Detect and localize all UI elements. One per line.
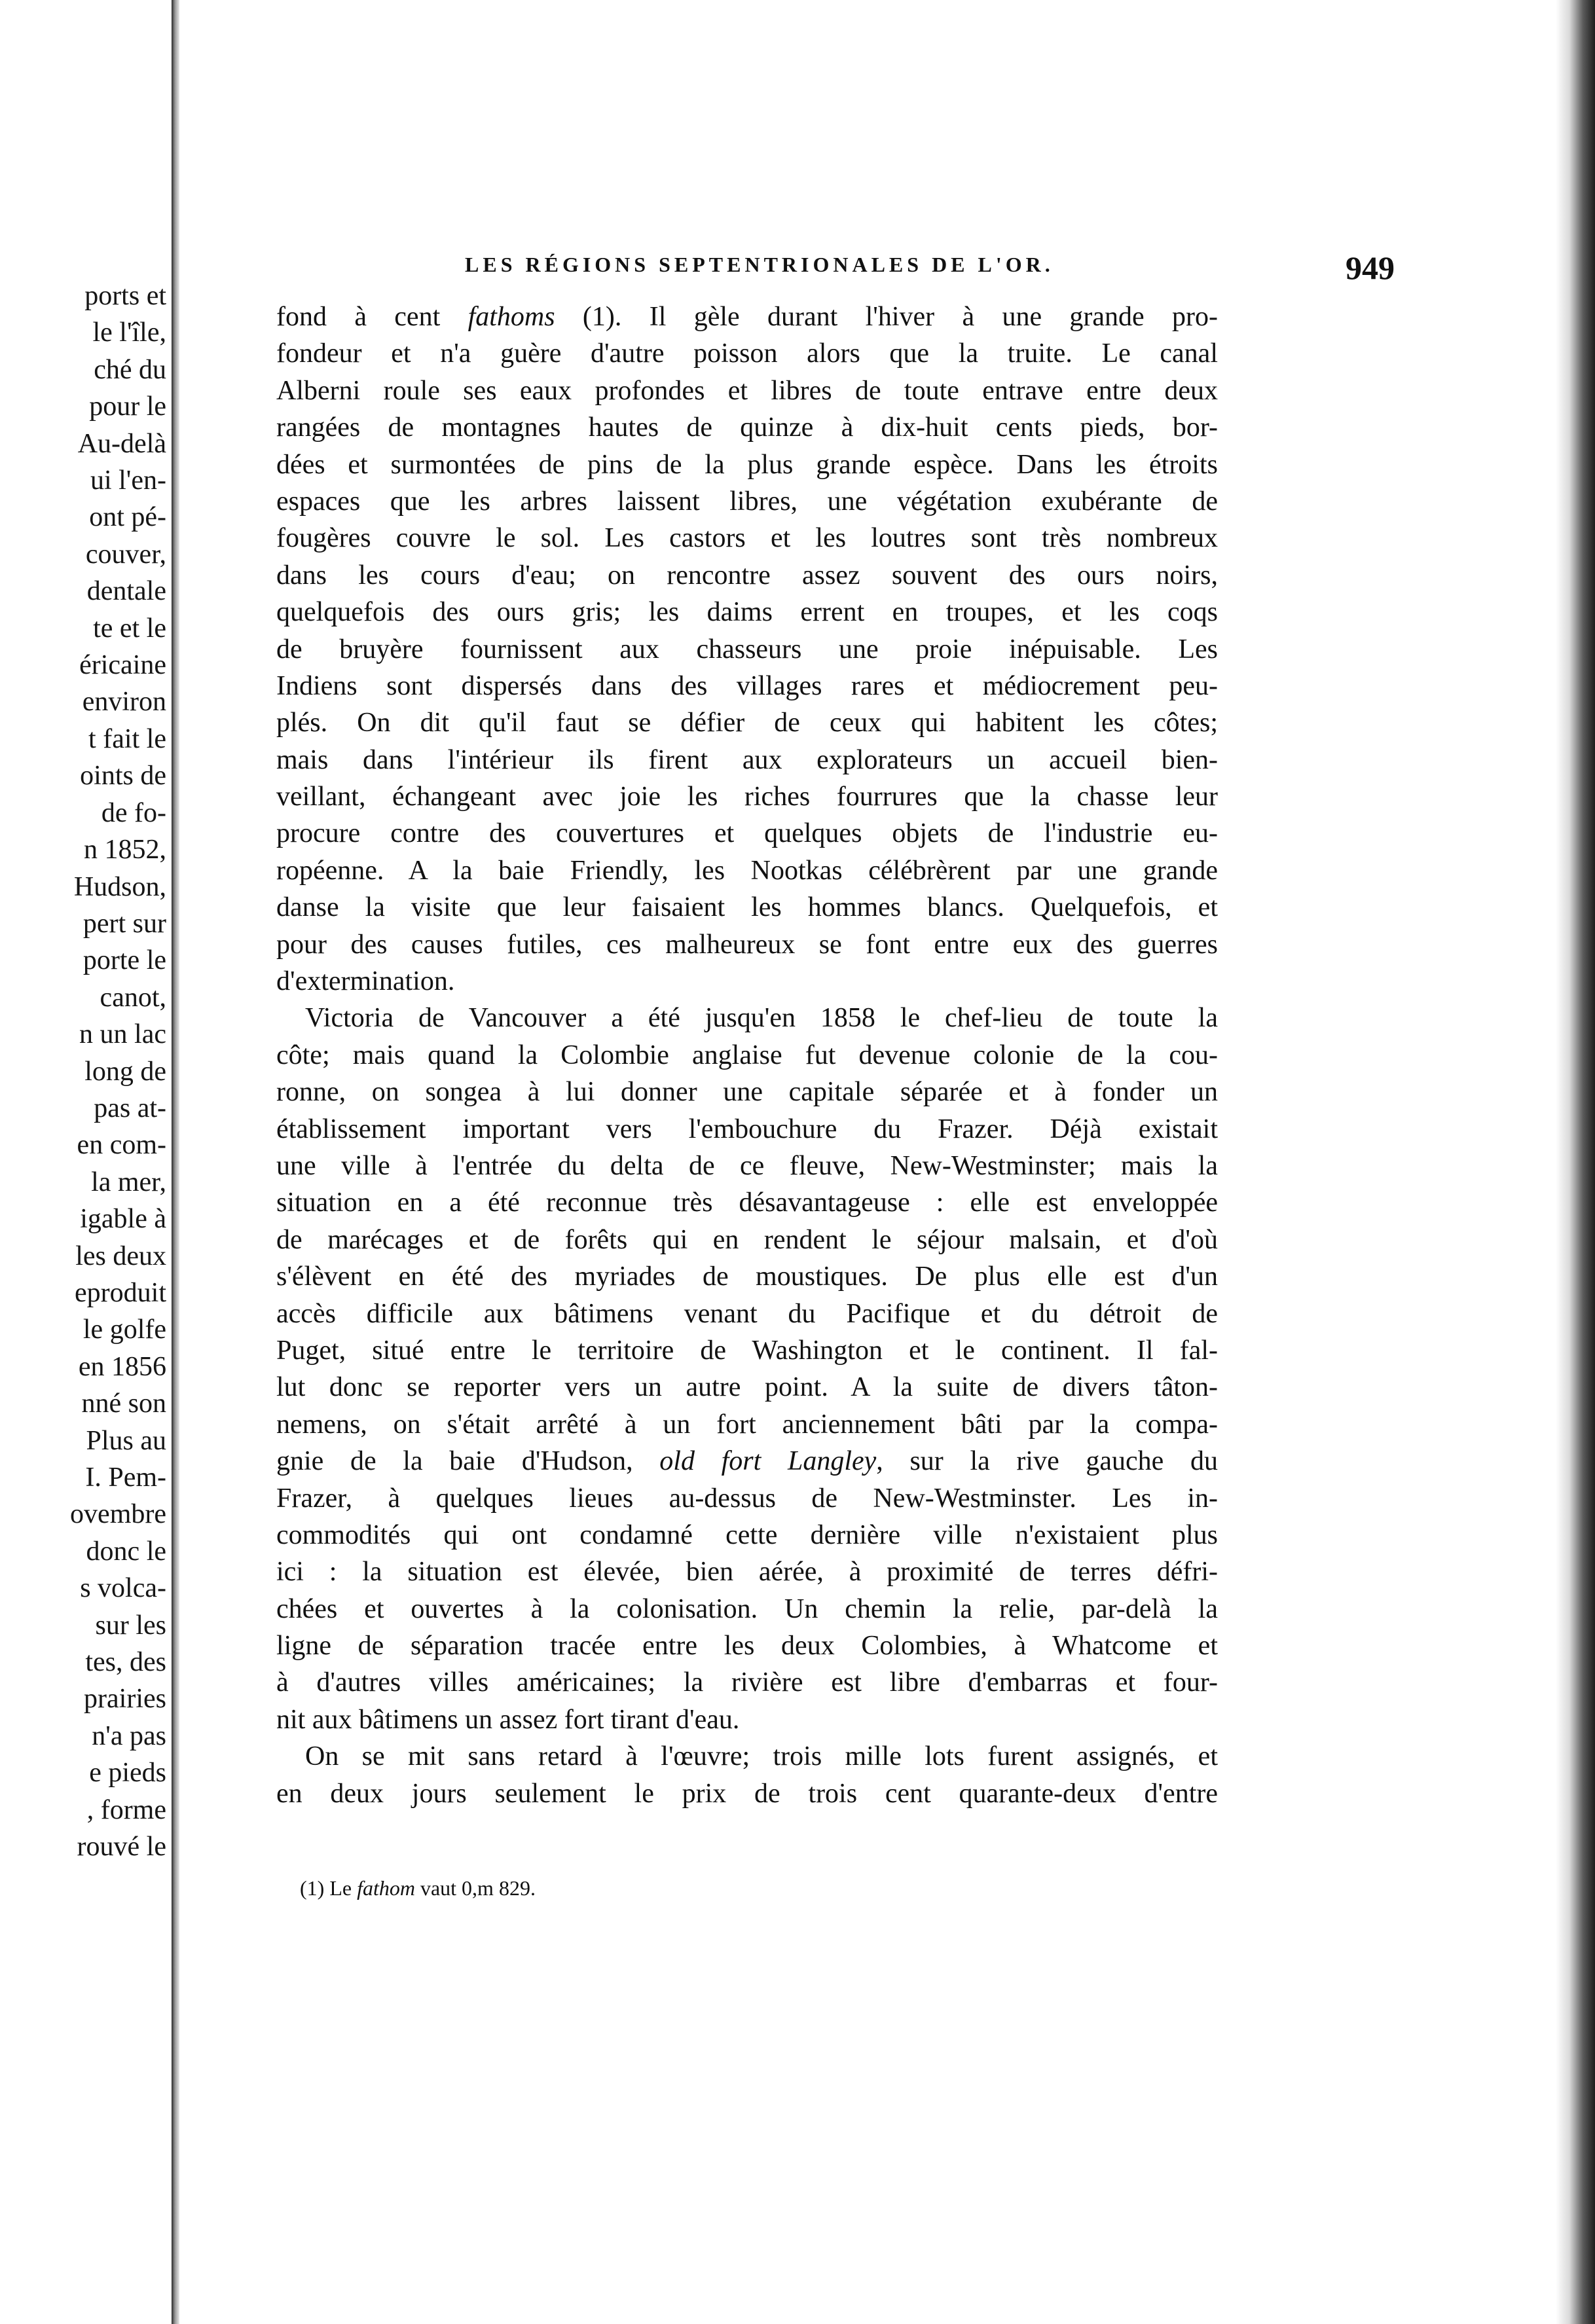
text-line [276, 1332, 1218, 1369]
text-line [276, 852, 1218, 889]
previous-page-line: éricaine [79, 650, 166, 681]
previous-page-line: pert sur [82, 908, 166, 939]
text-segment: ligne de séparation tracée entre les deux Colombies, à Whatcome et [276, 1631, 1218, 1661]
text-segment: ropéenne. A la baie Friendly, les Nootkas célébrèrent par une grande [276, 855, 1218, 886]
previous-page-line: e pieds [89, 1758, 166, 1788]
previous-page-line: le l'île, [92, 318, 166, 348]
previous-page-line: couver, [85, 539, 166, 570]
previous-page-line: le golfe [82, 1315, 166, 1345]
text-segment: mais dans l'intérieur ils firent aux explorateurs un accueil bien- [276, 744, 1218, 775]
text-segment: ronne, on songea à lui donner une capitale séparée et à fonder un [276, 1077, 1218, 1108]
text-segment: établissement important vers l'embouchure du Frazer. Déjà existait [276, 1114, 1218, 1144]
previous-page-line: en 1856 [78, 1351, 166, 1382]
text-line [276, 1664, 1218, 1701]
text-segment: côte; mais quand la Colombie anglaise fut devenue colonie de la cou- [276, 1040, 1218, 1070]
text-line [276, 1111, 1218, 1148]
previous-page-line: te et le [93, 613, 166, 644]
text-line [276, 520, 1218, 556]
text-segment: Alberni roule ses eaux profondes et libres de toute entrave entre deux [276, 375, 1218, 406]
text-line [276, 815, 1218, 852]
previous-page-line: Au-delà [77, 428, 166, 459]
text-line [276, 1701, 1218, 1738]
text-line [276, 1443, 1218, 1480]
running-header [465, 249, 1395, 288]
text-segment: fougères couvre le sol. Les castors et les loutres sont très nombreux [276, 523, 1218, 554]
text-segment: commodités qui ont condamné cette dernière ville n'existaient plus [276, 1519, 1218, 1550]
previous-page-line: ui l'en- [90, 465, 166, 496]
text-segment: accès difficile aux bâtimens venant du Pacifique et du détroit de [276, 1298, 1218, 1329]
previous-page-line: igable à [80, 1204, 166, 1235]
previous-page-line: long de [84, 1056, 166, 1087]
previous-page-line: ché du [94, 354, 166, 385]
page-stack-edge [1556, 0, 1595, 2324]
previous-page-line: s volca- [80, 1573, 166, 1604]
text-segment: d'extermination. [276, 966, 455, 997]
text-line [276, 446, 1218, 483]
previous-page-line: les deux [75, 1241, 166, 1271]
previous-page-line: eproduit [75, 1277, 166, 1308]
previous-page-line: donc le [86, 1536, 166, 1567]
previous-page-line: prairies [84, 1684, 166, 1715]
text-line [276, 299, 1218, 335]
previous-page-line: la mer, [91, 1167, 166, 1197]
previous-page-line: tes, des [85, 1647, 166, 1678]
text-line [276, 778, 1218, 815]
text-segment: (1). Il gèle durant l'hiver à une grande pro- [555, 302, 1218, 332]
text-segment: en deux jours seulement le prix de trois cent quarante-deux d'entre [276, 1778, 1218, 1809]
previous-page-line: n'a pas [92, 1720, 166, 1751]
text-line [276, 926, 1218, 963]
text-line [276, 372, 1218, 409]
text-segment: dées et surmontées de pins de la plus grande espèce. Dans les étroits [276, 449, 1218, 480]
previous-page-line: Hudson, [73, 871, 166, 902]
previous-page-line: ports et [84, 281, 166, 311]
text-line [276, 1627, 1218, 1664]
previous-page-line: canot, [100, 982, 166, 1013]
text-line [276, 1369, 1218, 1406]
text-segment: ici : la situation est élevée, bien aérée, à proximité de terres défri- [276, 1557, 1218, 1588]
text-segment: Frazer, à quelques lieues au-dessus de New-Westminster. Les in- [276, 1483, 1218, 1514]
text-line [276, 1074, 1218, 1110]
text-segment: procure contre des couvertures et quelques objets de l'industrie eu- [276, 818, 1218, 849]
text-line [276, 1148, 1218, 1184]
text-line [276, 1184, 1218, 1221]
previous-page-line: oints de [80, 761, 166, 791]
previous-page-line: en com- [77, 1130, 166, 1161]
text-line [276, 557, 1218, 594]
italic-term: fathoms [468, 302, 555, 332]
text-line [276, 631, 1218, 668]
text-segment: fond à cent [276, 302, 468, 332]
text-line [276, 335, 1218, 372]
text-segment: Victoria de Vancouver a été jusqu'en 1858 le chef-lieu de toute la [305, 1003, 1218, 1034]
text-line [276, 409, 1218, 446]
previous-page-line: , forme [86, 1794, 166, 1825]
text-segment: situation en a été reconnue très désavantageuse : elle est enveloppée [276, 1188, 1218, 1218]
text-segment: quelquefois des ours gris; les daims errent en troupes, et les coqs [276, 597, 1218, 628]
previous-page-line: n 1852, [84, 835, 166, 865]
text-line [276, 483, 1218, 520]
text-line [276, 1037, 1218, 1074]
footnote-term: fathom [357, 1876, 415, 1900]
text-line [276, 704, 1218, 741]
text-line [276, 742, 1218, 778]
text-line [276, 1406, 1218, 1443]
text-segment: à d'autres villes américaines; la rivière est libre d'embarras et four- [276, 1667, 1218, 1698]
text-segment: rangées de montagnes hautes de quinze à dix-huit cents pieds, bor- [276, 412, 1218, 443]
text-segment: On se mit sans retard à l'œuvre; trois mille lots furent assignés, et [305, 1741, 1218, 1772]
text-segment: lut donc se reporter vers un autre point. A la suite de divers tâton- [276, 1372, 1218, 1403]
text-line [276, 1517, 1218, 1553]
text-line [276, 594, 1218, 630]
text-segment: fondeur et n'a guère d'autre poisson alors que la truite. Le canal [276, 338, 1218, 369]
text-segment: nemens, on s'était arrêté à un fort anciennement bâti par la compa- [276, 1409, 1218, 1440]
footnote-marker: (1) Le [300, 1876, 358, 1900]
body-text [276, 299, 1218, 1812]
previous-page-line: ont pé- [89, 502, 166, 533]
footnote [300, 1876, 536, 1900]
text-line [276, 1591, 1218, 1627]
page-gutter-shadow [172, 0, 179, 2324]
previous-page-line: t fait le [88, 723, 166, 754]
previous-page-line: I. Pem- [85, 1462, 166, 1493]
text-line [276, 1553, 1218, 1590]
text-line [276, 1480, 1218, 1517]
previous-page-line: n un lac [79, 1019, 166, 1050]
page-number: 949 [1346, 249, 1395, 286]
text-segment: chées et ouvertes à la colonisation. Un chemin la relie, par-delà la [276, 1593, 1218, 1624]
text-line [276, 1222, 1218, 1258]
previous-page-line: dentale [86, 576, 166, 607]
previous-page-line: pas at- [94, 1093, 166, 1123]
previous-page-line: ovembre [70, 1499, 166, 1530]
previous-page-line: porte le [82, 945, 166, 976]
text-line [276, 963, 1218, 1000]
previous-page-lines [3, 278, 166, 1865]
text-line [276, 1775, 1218, 1812]
text-segment: espaces que les arbres laissent libres, une végétation exubérante de [276, 486, 1218, 517]
text-segment: une ville à l'entrée du delta de ce fleuve, New-Westminster; mais la [276, 1150, 1218, 1181]
previous-page-line: nné son [81, 1389, 166, 1419]
text-line [276, 889, 1218, 926]
text-line [276, 1000, 1218, 1036]
text-line [276, 1296, 1218, 1332]
text-segment: nit aux bâtimens un assez fort tirant d'eau. [276, 1704, 740, 1735]
text-line [276, 1738, 1218, 1775]
text-segment: de bruyère fournissent aux chasseurs une proie inépuisable. Les [276, 634, 1218, 664]
previous-page-line: de fo- [101, 797, 166, 828]
text-segment: danse la visite que leur faisaient les hommes blancs. Quelquefois, et [276, 892, 1218, 923]
text-line [276, 1258, 1218, 1295]
previous-page-line: Plus au [86, 1425, 166, 1456]
text-segment: Indiens sont dispersés dans des villages rares et médiocrement peu- [276, 670, 1218, 701]
text-segment: pour des causes futiles, ces malheureux se font entre eux des guerres [276, 929, 1218, 960]
previous-page-line: sur les [95, 1610, 166, 1641]
italic-term: old fort Langley [659, 1446, 877, 1477]
previous-page-line: rouvé le [77, 1832, 166, 1862]
text-segment: dans les cours d'eau; on rencontre assez souvent des ours noirs, [276, 560, 1218, 590]
text-segment: s'élèvent en été des myriades de moustiques. De plus elle est d'un [276, 1262, 1218, 1292]
text-segment: veillant, échangeant avec joie les riches fourrures que la chasse leur [276, 782, 1218, 812]
text-line [276, 668, 1218, 704]
previous-page-fragment [0, 0, 172, 2324]
text-segment: Puget, situé entre le territoire de Washington et le continent. Il fal- [276, 1335, 1218, 1366]
text-segment: , sur la rive gauche du [876, 1446, 1218, 1477]
text-segment: gnie de la baie d'Hudson, [276, 1446, 660, 1477]
text-segment: plés. On dit qu'il faut se défier de ceux qui habitent les côtes; [276, 708, 1218, 738]
running-title: LES RÉGIONS SEPTENTRIONALES DE L'OR. [465, 253, 1054, 276]
book-page [179, 0, 1556, 2324]
footnote-text: vaut 0,m 829. [414, 1876, 536, 1900]
previous-page-line: pour le [89, 391, 166, 422]
text-segment: de marécages et de forêts qui en rendent le séjour malsain, et d'où [276, 1224, 1218, 1255]
previous-page-line: environ [82, 687, 166, 717]
